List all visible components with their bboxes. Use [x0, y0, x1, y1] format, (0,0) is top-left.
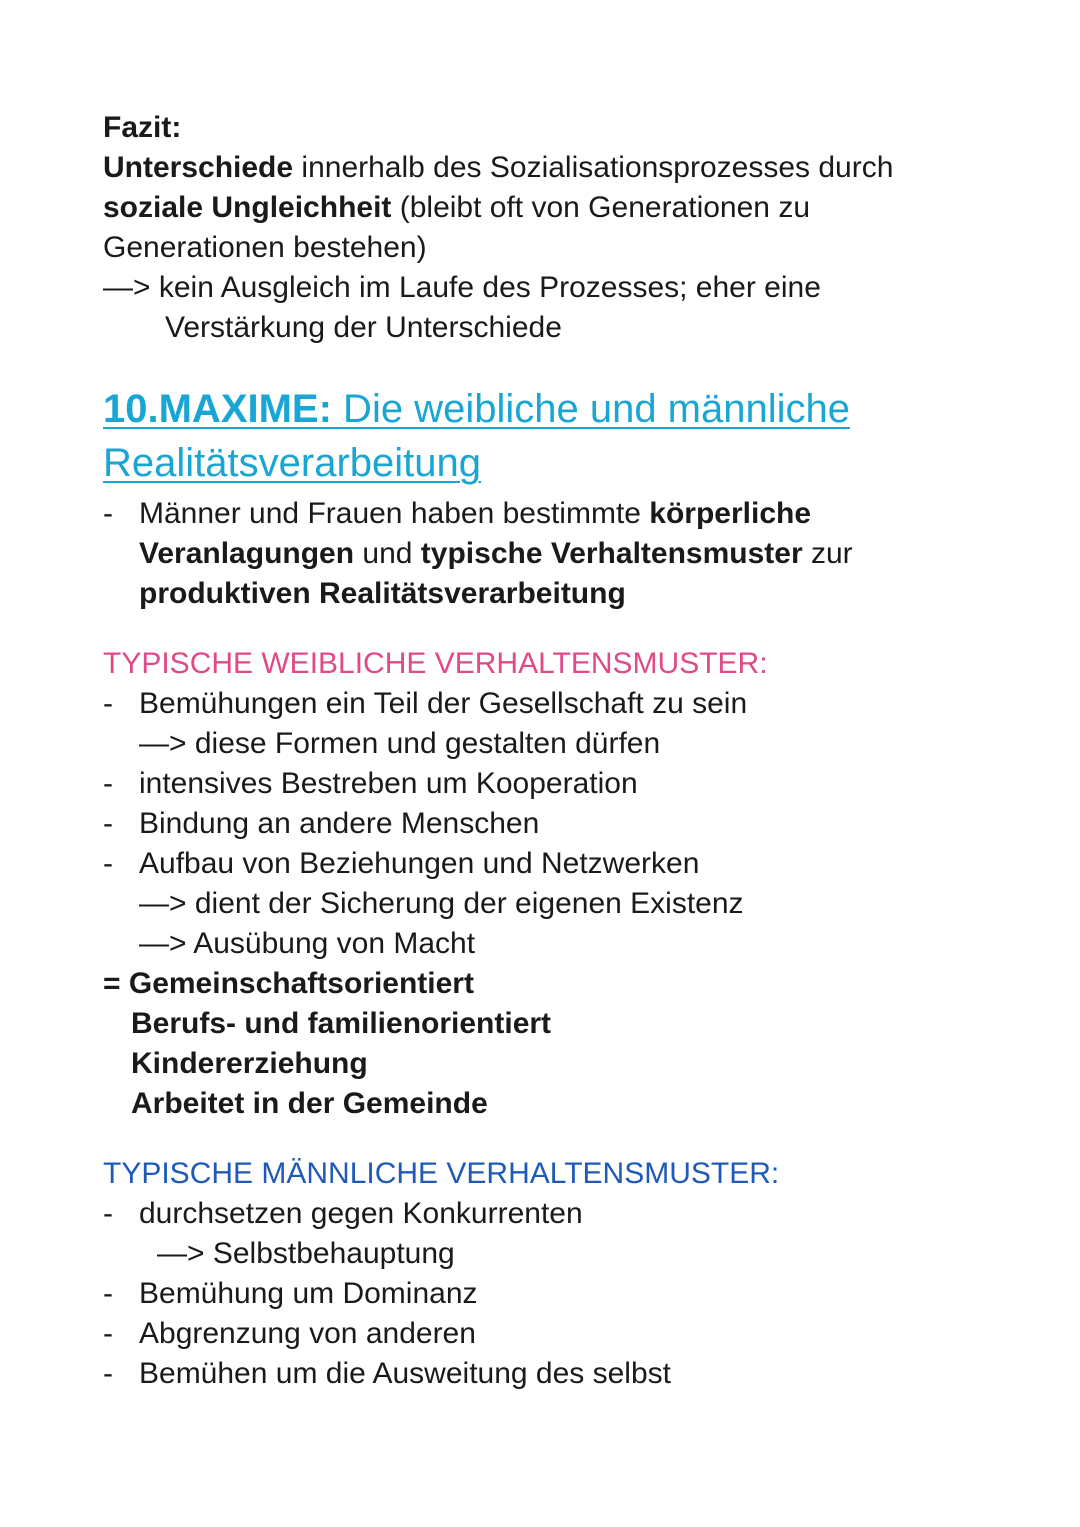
female-item-4-sub-2: —> Ausübung von Macht: [139, 927, 476, 960]
document-page: [103, 108, 1003, 1394]
female-item-1: - Bemühungen ein Teil der Gesellschaft zu sein: [103, 687, 748, 720]
female-item-1-sub: —> diese Formen und gestalten dürfen: [139, 727, 661, 760]
female-summary-3: Kindererziehung: [131, 1047, 368, 1080]
fazit-title: Fazit:: [103, 111, 182, 144]
male-item-1: - durchsetzen gegen Konkurrenten: [103, 1197, 583, 1230]
fazit-line-5: Verstärkung der Unterschiede: [165, 311, 562, 344]
fazit-line-1: Unterschiede innerhalb des Sozialisationsprozesses durch: [103, 151, 894, 184]
intro-line-2: Veranlagungen und typische Verhaltensmuster zur: [139, 537, 853, 570]
female-item-4: - Aufbau von Beziehungen und Netzwerken: [103, 847, 700, 880]
fazit-line-2: soziale Ungleichheit (bleibt oft von Generationen zu: [103, 191, 810, 224]
male-item-4: - Bemühen um die Ausweitung des selbst: [103, 1357, 671, 1390]
female-summary-4: Arbeitet in der Gemeinde: [131, 1087, 488, 1120]
female-item-2: - intensives Bestreben um Kooperation: [103, 767, 638, 800]
female-item-4-sub-1: —> dient der Sicherung der eigenen Existenz: [139, 887, 744, 920]
intro-line-3: produktiven Realitätsverarbeitung: [139, 577, 626, 610]
male-item-2: - Bemühung um Dominanz: [103, 1277, 478, 1310]
intro-line-1: - Männer und Frauen haben bestimmte körperliche: [103, 497, 812, 530]
female-section-title: TYPISCHE WEIBLICHE VERHALTENSMUSTER:: [103, 647, 768, 680]
section-heading-line-2: Realitätsverarbeitung: [103, 441, 481, 485]
male-item-1-sub: —> Selbstbehauptung: [157, 1237, 455, 1270]
section-heading: 10.MAXIME: Die weibliche und männliche: [103, 387, 851, 431]
fazit-line-3: Generationen bestehen): [103, 231, 427, 264]
female-summary-1: = Gemeinschaftsorientiert: [103, 967, 474, 1000]
fazit-line-4: —> kein Ausgleich im Laufe des Prozesses; eher eine: [103, 271, 821, 304]
male-item-3: - Abgrenzung von anderen: [103, 1317, 476, 1350]
male-section-title: TYPISCHE MÄNNLICHE VERHALTENSMUSTER:: [103, 1157, 780, 1190]
female-summary-2: Berufs- und familienorientiert: [131, 1007, 552, 1040]
female-item-3: - Bindung an andere Menschen: [103, 807, 540, 840]
